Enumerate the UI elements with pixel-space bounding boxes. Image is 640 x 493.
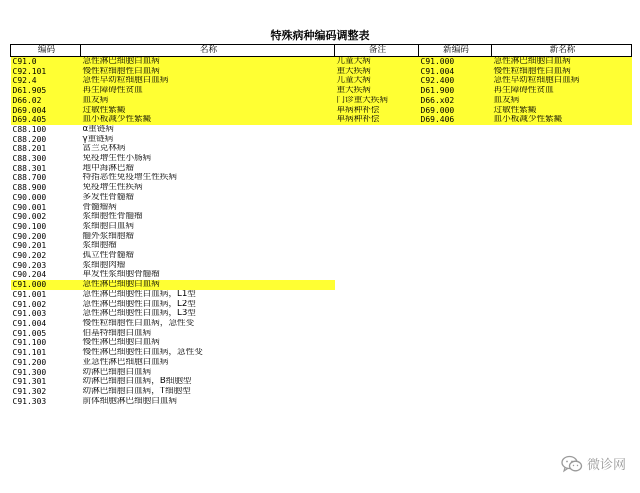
column-header-note: 备注 xyxy=(335,45,419,57)
new-code-cell: C91.000 xyxy=(419,57,492,67)
note-cell xyxy=(335,232,419,242)
table-row xyxy=(11,154,632,164)
name-cell: 慢性淋巴细胞白血病 xyxy=(82,338,160,348)
table-row xyxy=(11,309,632,319)
table-row xyxy=(11,232,632,242)
new-name-cell xyxy=(492,280,632,290)
new-code-cell xyxy=(419,183,492,193)
new-name-cell xyxy=(492,300,632,310)
new-code-cell xyxy=(419,135,492,145)
note-cell xyxy=(335,203,419,213)
note-cell xyxy=(335,251,419,261)
code-cell: C91.101 xyxy=(12,348,47,358)
new-code-cell xyxy=(419,377,492,387)
code-cell: C92.101 xyxy=(11,67,81,77)
new-name-cell xyxy=(492,135,632,145)
new-code-cell xyxy=(419,193,492,203)
new-code-cell xyxy=(419,222,492,232)
name-cell: 前体细胞淋巴细胞白血病 xyxy=(82,396,178,406)
new-code-cell: D69.000 xyxy=(419,106,492,116)
new-code-cell xyxy=(419,241,492,251)
name-cell: 富兰克林病 xyxy=(82,144,126,154)
table-row xyxy=(11,377,632,387)
name-cell: 过敏性紫癜 xyxy=(81,106,335,116)
code-cell: C88.100 xyxy=(12,124,47,134)
note-cell xyxy=(335,338,419,348)
note-cell xyxy=(335,309,419,319)
new-code-cell xyxy=(419,329,492,339)
code-cell: C88.700 xyxy=(12,173,47,183)
new-code-cell xyxy=(419,368,492,378)
note-cell xyxy=(335,270,419,280)
name-cell: 慢性粒细胞性白血病，急性变 xyxy=(82,318,195,328)
note-cell: 门诊重大疾病 xyxy=(335,96,419,106)
table-header-row xyxy=(11,45,632,57)
code-cell: C91.000 xyxy=(11,280,81,290)
code-cell: C92.4 xyxy=(11,76,81,86)
table-row xyxy=(11,106,632,116)
table-row xyxy=(11,368,632,378)
column-header-new-name: 新名称 xyxy=(492,45,632,57)
table-row xyxy=(11,193,632,203)
new-code-cell: D69.406 xyxy=(419,115,492,125)
column-header-code: 编码 xyxy=(11,45,81,57)
table-row xyxy=(11,329,632,339)
name-cell: γ重链病 xyxy=(82,134,114,144)
name-cell: 髓外浆细胞瘤 xyxy=(82,231,135,241)
new-code-cell xyxy=(419,144,492,154)
table-row xyxy=(11,397,632,407)
name-cell: 急性淋巴细胞白血病 xyxy=(81,280,335,290)
code-cell: C88.300 xyxy=(12,154,47,164)
wechat-icon xyxy=(561,455,583,473)
new-name-cell xyxy=(492,377,632,387)
name-cell: 幼淋巴细胞白血病，T细胞型 xyxy=(82,386,191,396)
name-cell: 地中海淋巴瘤 xyxy=(82,163,135,173)
note-cell xyxy=(335,261,419,271)
code-cell: D66.02 xyxy=(11,96,81,106)
code-cell: C91.301 xyxy=(12,377,47,387)
note-cell xyxy=(335,377,419,387)
code-cell: D61.905 xyxy=(11,86,81,96)
name-cell: 血小板减少性紫癜 xyxy=(81,115,335,125)
table-row xyxy=(11,270,632,280)
new-code-cell xyxy=(419,309,492,319)
new-code-cell xyxy=(419,261,492,271)
name-cell: 浆细胞白血病 xyxy=(82,221,135,231)
code-cell: C88.200 xyxy=(12,134,47,144)
note-cell xyxy=(335,183,419,193)
code-cell: C90.100 xyxy=(12,221,47,231)
table-row xyxy=(11,96,632,106)
new-name-cell: 急性淋巴细胞白血病 xyxy=(492,57,632,67)
note-cell xyxy=(335,397,419,407)
code-cell: C90.203 xyxy=(12,260,47,270)
new-name-cell xyxy=(492,164,632,174)
table-row xyxy=(11,280,632,290)
new-code-cell xyxy=(419,387,492,397)
name-cell: 急性淋巴细胞白血病 xyxy=(81,57,335,67)
name-cell: 单发性浆细胞骨髓瘤 xyxy=(82,270,160,280)
new-name-cell xyxy=(492,348,632,358)
new-code-cell: C92.400 xyxy=(419,76,492,86)
table-row xyxy=(11,222,632,232)
note-cell xyxy=(335,212,419,222)
note-cell xyxy=(335,290,419,300)
code-cell: C91.100 xyxy=(12,338,47,348)
new-code-cell xyxy=(419,173,492,183)
watermark-text: 微诊网 xyxy=(586,458,626,473)
code-cell: C88.301 xyxy=(12,163,47,173)
code-cell: C91.005 xyxy=(12,328,47,338)
new-name-cell: 血小板减少性紫癜 xyxy=(492,115,632,125)
new-name-cell xyxy=(492,232,632,242)
code-cell: D69.405 xyxy=(11,115,81,125)
new-code-cell: D61.900 xyxy=(419,86,492,96)
new-name-cell xyxy=(492,397,632,407)
note-cell: 重大疾病 xyxy=(335,86,419,96)
table-row xyxy=(11,173,632,183)
code-cell: C91.302 xyxy=(12,386,47,396)
new-code-cell xyxy=(419,397,492,407)
name-cell: 浆细胞肉瘤 xyxy=(82,260,126,270)
table-row xyxy=(11,348,632,358)
new-name-cell: 急性早幼粒细胞白血病 xyxy=(492,76,632,86)
new-name-cell xyxy=(492,319,632,329)
code-cell: C91.200 xyxy=(12,357,47,367)
table-row xyxy=(11,290,632,300)
note-cell: 单病种补偿 xyxy=(335,115,419,125)
note-cell xyxy=(335,387,419,397)
name-cell: 再生障碍性贫血 xyxy=(81,86,335,96)
note-cell xyxy=(335,241,419,251)
code-cell: C90.201 xyxy=(12,241,47,251)
code-cell: D69.004 xyxy=(11,106,81,116)
table-row xyxy=(11,115,632,125)
new-name-cell xyxy=(492,338,632,348)
code-adjustment-table xyxy=(10,44,632,406)
note-cell xyxy=(335,125,419,135)
new-name-cell: 血友病 xyxy=(492,96,632,106)
new-name-cell xyxy=(492,173,632,183)
name-cell: 伯基特细胞白血病 xyxy=(82,328,152,338)
note-cell xyxy=(335,144,419,154)
table-row xyxy=(11,300,632,310)
new-name-cell xyxy=(492,368,632,378)
code-cell: C90.202 xyxy=(12,251,47,261)
name-cell: 多发性骨髓瘤 xyxy=(82,192,135,202)
new-code-cell xyxy=(419,164,492,174)
note-cell xyxy=(335,164,419,174)
new-code-cell xyxy=(419,348,492,358)
note-cell xyxy=(335,348,419,358)
new-code-cell xyxy=(419,300,492,310)
page-title: 特殊病种编码调整表 xyxy=(270,29,370,42)
note-cell xyxy=(335,280,419,290)
name-cell: 免疫增生性疾病 xyxy=(82,183,143,193)
table-row xyxy=(11,203,632,213)
name-cell: 特指恶性免疫增生性疾病 xyxy=(82,173,178,183)
note-cell xyxy=(335,173,419,183)
name-cell: 幼淋巴细胞白血病 xyxy=(82,367,152,377)
new-code-cell xyxy=(419,251,492,261)
note-cell xyxy=(335,329,419,339)
code-cell: C91.303 xyxy=(12,396,47,406)
new-code-cell xyxy=(419,290,492,300)
code-cell: C91.004 xyxy=(12,318,47,328)
note-cell xyxy=(335,135,419,145)
new-name-cell xyxy=(492,387,632,397)
code-cell: C91.0 xyxy=(11,57,81,67)
new-code-cell xyxy=(419,270,492,280)
table-row xyxy=(11,319,632,329)
code-cell: C88.900 xyxy=(12,183,47,193)
column-header-new-code: 新编码 xyxy=(419,45,492,57)
new-name-cell: 慢性粒细胞性白血病 xyxy=(492,67,632,77)
new-code-cell xyxy=(419,319,492,329)
new-name-cell xyxy=(492,144,632,154)
table-row xyxy=(11,387,632,397)
table-row xyxy=(11,338,632,348)
table-row xyxy=(11,241,632,251)
name-cell: 免疫增生性小肠病 xyxy=(82,154,152,164)
name-cell: 慢性淋巴细胞性白血病，急性变 xyxy=(82,348,203,358)
name-cell: 浆细胞性骨髓瘤 xyxy=(82,212,143,222)
new-name-cell xyxy=(492,270,632,280)
table-row xyxy=(11,57,632,67)
note-cell xyxy=(335,222,419,232)
name-cell: 血友病 xyxy=(81,96,335,106)
code-cell: C91.003 xyxy=(12,309,47,319)
new-code-cell xyxy=(419,280,492,290)
column-header-name: 名称 xyxy=(81,45,335,57)
name-cell: 幼淋巴细胞白血病，B细胞型 xyxy=(82,377,192,387)
table-row xyxy=(11,76,632,86)
note-cell: 儿童大病 xyxy=(335,57,419,67)
new-name-cell xyxy=(492,203,632,213)
table-row xyxy=(11,67,632,77)
new-code-cell: C91.004 xyxy=(419,67,492,77)
code-cell: C91.300 xyxy=(12,367,47,377)
code-cell: C90.001 xyxy=(12,202,47,212)
name-cell: 慢性粒细胞性白血病 xyxy=(81,67,335,77)
note-cell xyxy=(335,368,419,378)
table-row xyxy=(11,212,632,222)
table-row xyxy=(11,261,632,271)
new-name-cell xyxy=(492,329,632,339)
name-cell: 骨髓瘤病 xyxy=(82,202,117,212)
code-cell: C90.000 xyxy=(12,192,47,202)
new-name-cell: 过敏性紫癜 xyxy=(492,106,632,116)
new-name-cell xyxy=(492,154,632,164)
note-cell: 儿童大病 xyxy=(335,76,419,86)
note-cell xyxy=(335,358,419,368)
table-row xyxy=(11,144,632,154)
new-name-cell xyxy=(492,183,632,193)
new-name-cell xyxy=(492,241,632,251)
code-cell: C90.204 xyxy=(12,270,47,280)
name-cell: α重链病 xyxy=(82,124,114,134)
new-code-cell xyxy=(419,358,492,368)
code-cell: C90.002 xyxy=(12,212,47,222)
new-code-cell xyxy=(419,125,492,135)
name-cell: 亚急性淋巴细胞白血病 xyxy=(82,357,169,367)
note-cell xyxy=(335,193,419,203)
table-row xyxy=(11,164,632,174)
table-row xyxy=(11,86,632,96)
new-name-cell xyxy=(492,222,632,232)
new-code-cell xyxy=(419,154,492,164)
new-name-cell xyxy=(492,251,632,261)
new-code-cell xyxy=(419,212,492,222)
new-name-cell xyxy=(492,358,632,368)
name-cell: 急性淋巴细胞性白血病，L2型 xyxy=(82,299,196,309)
name-cell: 浆细胞瘤 xyxy=(82,241,117,251)
new-name-cell xyxy=(492,309,632,319)
table-row xyxy=(11,251,632,261)
new-code-cell: D66.x02 xyxy=(419,96,492,106)
new-name-cell xyxy=(492,125,632,135)
note-cell: 重大疾病 xyxy=(335,67,419,77)
note-cell xyxy=(335,319,419,329)
name-cell: 急性早幼粒细胞白血病 xyxy=(81,76,335,86)
new-name-cell: 再生障碍性贫血 xyxy=(492,86,632,96)
new-name-cell xyxy=(492,290,632,300)
note-cell xyxy=(335,300,419,310)
table-row xyxy=(11,125,632,135)
note-cell: 单病种补偿 xyxy=(335,106,419,116)
new-code-cell xyxy=(419,338,492,348)
name-cell: 孤立性骨髓瘤 xyxy=(82,251,135,261)
code-cell: C88.201 xyxy=(12,144,47,154)
name-cell: 急性淋巴细胞性白血病，L1型 xyxy=(82,289,196,299)
new-code-cell xyxy=(419,203,492,213)
new-name-cell xyxy=(492,193,632,203)
code-cell: C91.001 xyxy=(12,289,47,299)
table-row xyxy=(11,135,632,145)
table-row xyxy=(11,183,632,193)
code-cell: C91.002 xyxy=(12,299,47,309)
name-cell: 急性淋巴细胞性白血病，L3型 xyxy=(82,309,196,319)
code-cell: C90.200 xyxy=(12,231,47,241)
note-cell xyxy=(335,154,419,164)
table-row xyxy=(11,358,632,368)
new-name-cell xyxy=(492,261,632,271)
new-code-cell xyxy=(419,232,492,242)
watermark-logo xyxy=(561,454,626,473)
new-name-cell xyxy=(492,212,632,222)
